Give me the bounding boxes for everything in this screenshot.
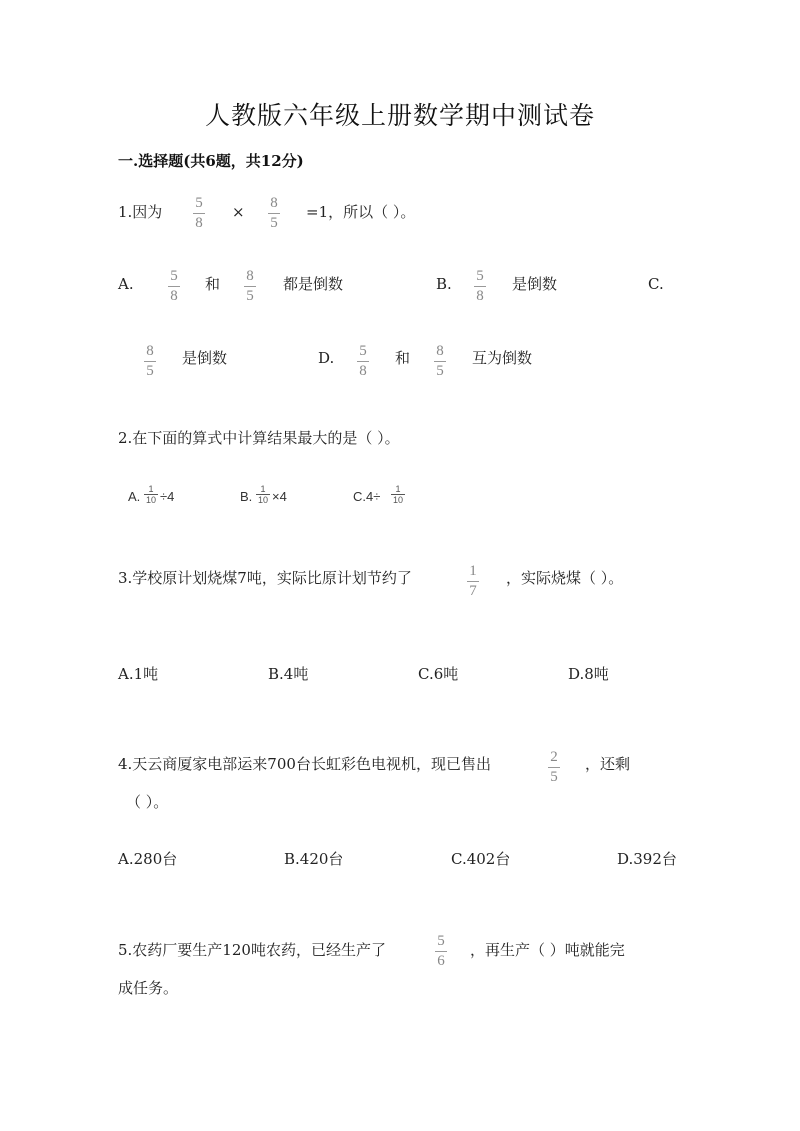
option-label: D.	[318, 349, 335, 367]
q4-suffix: ，还剩	[585, 755, 631, 773]
q3-option-c[interactable]: C.6吨	[418, 665, 459, 683]
section-heading: 一.选择题(共6题，共12分)	[118, 152, 304, 170]
page-title: 人教版六年级上册数学期中测试卷	[204, 101, 595, 130]
q4-option-b[interactable]: B.420台	[284, 850, 344, 868]
option-text: ×4	[272, 489, 287, 504]
q5-continuation: 成任务。	[118, 979, 179, 997]
option-fraction: 1 10	[145, 484, 156, 505]
q5-prefix: 5.农药厂要生产120吨农药，已经生产了	[118, 941, 386, 959]
option-conjunction: 和	[395, 349, 411, 367]
option-text: 是倒数	[182, 349, 228, 367]
q3-option-b[interactable]: B.4吨	[268, 665, 309, 683]
option-fraction: 8 5	[434, 343, 446, 380]
q5-suffix: ，再生产（ ）吨就能完	[470, 941, 625, 959]
q3-option-a[interactable]: A.1吨	[118, 665, 159, 683]
q3-suffix: ，实际烧煤（ ）。	[506, 569, 624, 587]
q1-fraction-b: 8 5	[268, 195, 280, 232]
q1-prefix: 1.因为	[118, 203, 163, 221]
option-label: C.4÷	[353, 489, 381, 504]
q1-times: ×	[232, 203, 245, 221]
q4-prefix: 4.天云商厦家电部运来700台长虹彩色电视机，现已售出	[118, 755, 491, 773]
option-label: B.	[240, 489, 253, 504]
q4-option-c[interactable]: C.402台	[451, 850, 511, 868]
q1-fraction-a: 5 8	[193, 195, 205, 232]
option-text: 是倒数	[512, 275, 558, 293]
option-text: ÷4	[160, 489, 175, 504]
option-conjunction: 和	[205, 275, 221, 293]
option-text: 互为倒数	[472, 349, 533, 367]
option-fraction: 5 8	[357, 343, 369, 380]
q5-fraction: 5 6	[435, 933, 447, 970]
q3-option-d[interactable]: D.8吨	[568, 665, 609, 683]
option-label: B.	[436, 275, 452, 293]
option-fraction: 8 5	[144, 343, 156, 380]
option-label: A.	[118, 275, 134, 293]
q1-suffix: =1，所以（ ）。	[306, 203, 416, 221]
option-fraction: 5 8	[168, 268, 180, 305]
q3-prefix: 3.学校原计划烧煤7吨，实际比原计划节约了	[118, 569, 412, 587]
q3-fraction: 1 7	[467, 563, 479, 600]
q2-text: 2.在下面的算式中计算结果最大的是（ ）。	[118, 429, 400, 447]
option-fraction: 5 8	[474, 268, 486, 305]
q4-option-d[interactable]: D.392台	[617, 850, 677, 868]
option-label: A.	[128, 489, 141, 504]
option-fraction: 1 10	[392, 484, 403, 505]
q4-option-a[interactable]: A.280台	[118, 850, 178, 868]
option-label: C.	[648, 275, 664, 293]
option-fraction: 1 10	[257, 484, 268, 505]
option-text: 都是倒数	[283, 275, 344, 293]
option-fraction: 8 5	[244, 268, 256, 305]
q4-fraction: 2 5	[548, 749, 560, 786]
q4-answer-blank: （ ）。	[126, 793, 169, 811]
